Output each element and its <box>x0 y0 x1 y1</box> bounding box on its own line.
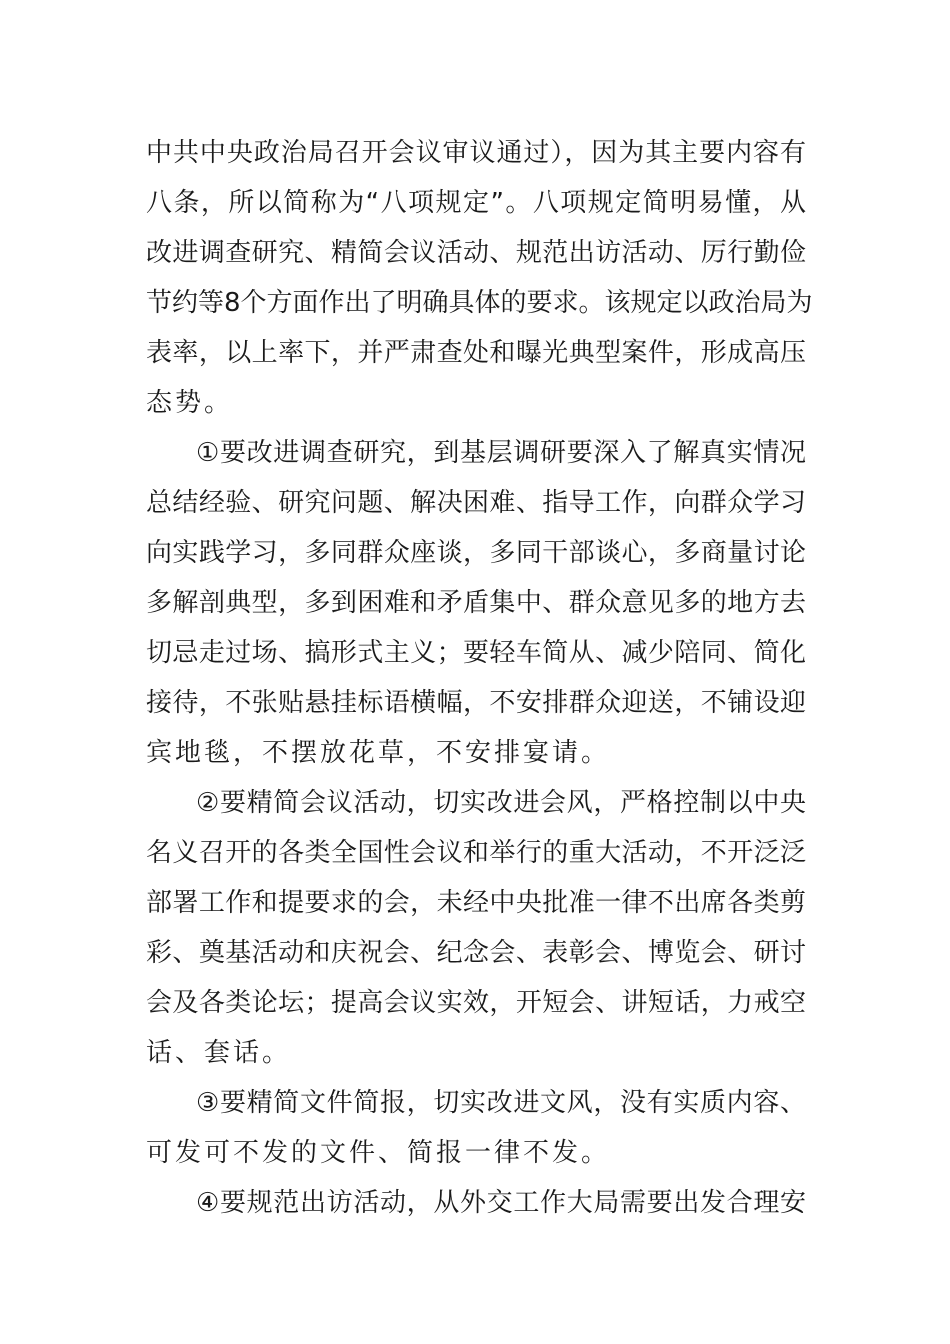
text-line: 多解剖典型，多到困难和矛盾集中、群众意见多的地方去 <box>146 588 806 618</box>
text-line: 会及各类论坛；提高会议实效，开短会、讲短话，力戒空 <box>146 988 806 1018</box>
text-line: 宾地毯，不摆放花草，不安排宴请。 <box>146 738 611 768</box>
text-line: 向实践学习，多同群众座谈，多同干部谈心，多商量讨论 <box>146 538 806 568</box>
text-line: 切忌走过场、搞形式主义；要轻车简从、减少陪同、简化 <box>146 638 806 668</box>
text-line: ①要改进调查研究，到基层调研要深入了解真实情况 <box>196 438 806 468</box>
text-line: 接待，不张贴悬挂标语横幅，不安排群众迎送，不铺设迎 <box>146 688 806 718</box>
text-line: 表率，以上率下，并严肃查处和曝光典型案件，形成高压 <box>146 338 806 368</box>
text-line: 改进调查研究、精简会议活动、规范出访活动、厉行勤俭 <box>146 238 806 268</box>
text-line: 名义召开的各类全国性会议和举行的重大活动，不开泛泛 <box>146 838 806 868</box>
text-line: 态势。 <box>146 388 234 418</box>
text-line: 节约等8个方面作出了明确具体的要求。该规定以政治局为 <box>146 288 813 318</box>
text-line: ②要精简会议活动，切实改进会风，严格控制以中央 <box>196 788 806 818</box>
text-line: 彩、奠基活动和庆祝会、纪念会、表彰会、博览会、研讨 <box>146 938 806 968</box>
text-line: 中共中央政治局召开会议审议通过），因为其主要内容有 <box>146 138 806 168</box>
text-line: 总结经验、研究问题、解决困难、指导工作，向群众学习 <box>146 488 806 518</box>
text-line: 八条，所以简称为“八项规定”。八项规定简明易懂，从 <box>146 188 806 218</box>
text-line: ④要规范出访活动，从外交工作大局需要出发合理安 <box>196 1188 806 1218</box>
text-line: 可发可不发的文件、简报一律不发。 <box>146 1138 611 1168</box>
text-line: 话、套话。 <box>146 1038 292 1068</box>
text-line: ③要精简文件简报，切实改进文风，没有实质内容、 <box>196 1088 806 1118</box>
text-line: 部署工作和提要求的会，未经中央批准一律不出席各类剪 <box>146 888 806 918</box>
